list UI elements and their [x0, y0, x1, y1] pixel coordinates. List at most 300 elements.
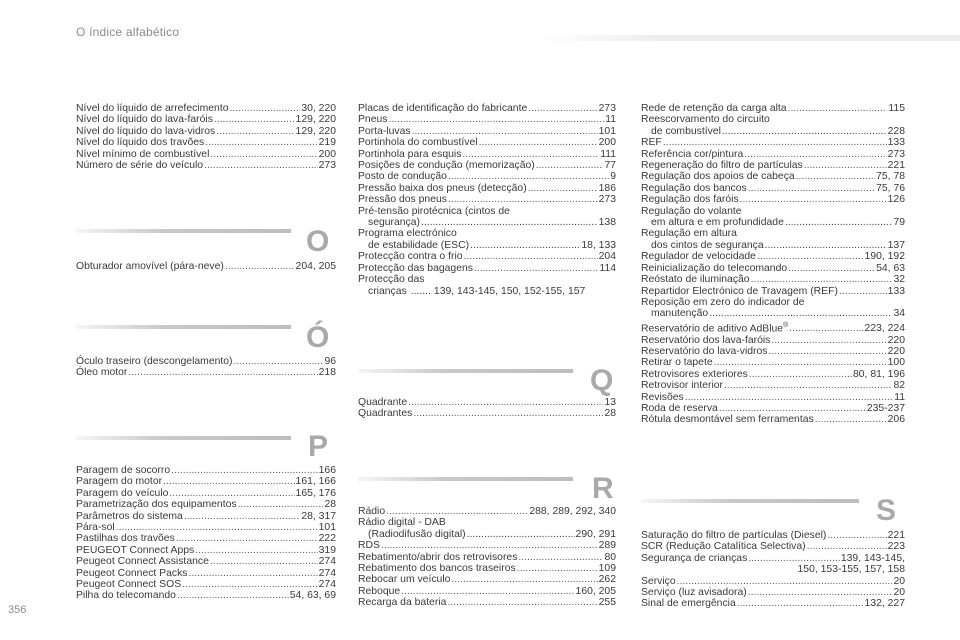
dot-leader [408, 397, 603, 408]
dot-leader [528, 103, 597, 114]
index-entry [358, 114, 616, 125]
entry-term: Quadrantes [358, 408, 413, 420]
entry-pages: 221 [887, 530, 905, 541]
entry-term: Quadrante [358, 397, 408, 408]
entry-term: Pressão baixa dos pneus (detecção) [358, 182, 527, 194]
index-entry [641, 137, 905, 148]
entry-term: Paragem de socorro [76, 465, 171, 476]
index-entry [641, 357, 905, 368]
dot-leader [757, 251, 864, 262]
index-group-o-acute [76, 356, 336, 379]
entry-pages: 273 [598, 194, 616, 206]
entry-pages: 101 [318, 522, 336, 534]
dot-leader [388, 114, 604, 125]
entry-pages: 220 [887, 346, 905, 357]
entry-pages: 255 [598, 597, 616, 609]
entry-pages: 166 [318, 465, 336, 476]
dot-leader [210, 556, 318, 567]
entry-pages: 235-237 [866, 403, 905, 415]
entry-pages: 126 [887, 194, 905, 206]
entry-term: Pára-sol [76, 522, 115, 534]
entry-pages: 262 [598, 574, 616, 586]
entry-term: Peugeot Connect Assistance [76, 556, 209, 568]
entry-continuation: (Radiodifusão digital) ..... 290, 291 [358, 529, 616, 540]
index-entry [641, 335, 905, 346]
entry-term: PEUGEOT Connect Apps [76, 544, 195, 556]
entry-pages: 274 [318, 567, 336, 579]
dot-leader [518, 552, 603, 563]
entry-pages: 204 [598, 251, 616, 263]
entry-pages: 77 [604, 160, 616, 172]
page-number: 356 [8, 604, 27, 616]
dot-leader [128, 367, 317, 378]
section-divider-s [641, 499, 899, 503]
entry-term: Peugeot Connect SOS [76, 579, 182, 591]
entry-pages: 204, 205 [295, 261, 336, 272]
index-entry: Reservatório de aditivo AdBlue® ..... 223, 224 [641, 320, 905, 335]
index-group-r [358, 506, 616, 609]
index-entry [76, 568, 336, 579]
index-entry [76, 367, 336, 378]
dot-leader [238, 499, 324, 510]
entry-term: REF [641, 137, 662, 149]
dot-leader [517, 563, 598, 574]
dot-leader [724, 380, 892, 391]
dot-leader [447, 597, 597, 608]
index-entry [76, 149, 336, 160]
dot-leader [205, 137, 317, 148]
index-entry [641, 414, 905, 425]
index-entry [641, 392, 905, 403]
entry-term: Pressão dos pneus [358, 194, 447, 206]
index-entry [641, 160, 905, 171]
entry-pages: 319 [318, 544, 336, 556]
entry-term: Portinhola para esquis [358, 148, 462, 160]
entry-heading: Regulação do volante [641, 205, 742, 217]
entry-pages: 206 [887, 414, 905, 426]
index-entry [76, 488, 336, 499]
entry-pages: 30, 220 [301, 103, 336, 114]
index-entry [358, 149, 616, 160]
entry-term: Obturador amovível (pára-neve) [76, 261, 224, 272]
entry-pages: 223 [887, 541, 905, 553]
section-letter-o: O [306, 225, 330, 258]
entry-term: Revisões [641, 391, 684, 403]
index-entry [641, 369, 905, 380]
entry-continuation: 150, 153-155, 157, 158 [797, 564, 905, 576]
dot-leader [216, 126, 294, 137]
dot-leader [214, 114, 295, 125]
entry-term: Saturação do filtro de partículas (Diesel) [641, 530, 827, 541]
index-entry [76, 476, 336, 487]
entry-pages: 54, 63, 69 [289, 590, 336, 602]
index-entry [76, 465, 336, 476]
section-divider-p [76, 436, 331, 440]
section-divider-q [358, 369, 613, 373]
dot-leader [528, 183, 598, 194]
entry-heading: Programa electrónico [358, 228, 457, 240]
header-rule [540, 35, 960, 41]
dot-leader [771, 335, 886, 346]
entry-term: Reservatório do lava-vidros [641, 346, 768, 357]
index-entry [76, 533, 336, 544]
entry-term: Reóstato de iluminação [641, 274, 750, 286]
entry-pages: 20 [893, 575, 905, 587]
entry-term: Rótula desmontável sem ferramentas [641, 414, 814, 426]
index-entry [641, 587, 905, 598]
entry-pages: 96 [324, 356, 336, 367]
entry-pages: 109 [598, 563, 616, 575]
dot-leader [479, 137, 598, 148]
entry-pages: 219 [318, 137, 336, 149]
dot-leader [225, 261, 295, 272]
entry-term: Parametrização dos equipamentos [76, 499, 237, 511]
index-entry [641, 263, 905, 274]
index-entry [641, 274, 905, 285]
dot-leader [451, 574, 597, 585]
dot-leader [839, 286, 887, 297]
index-entry [641, 286, 905, 297]
entry-term: Posto de condução [358, 171, 447, 183]
entry-term: Rebocar um veículo [358, 574, 451, 586]
entry-term: Nível do líquido dos travões [76, 137, 205, 149]
dot-leader [413, 408, 603, 419]
index-entry [76, 160, 336, 171]
entry-term: Paragem do veículo [76, 487, 169, 499]
dot-leader [381, 540, 598, 551]
index-entry [76, 579, 336, 590]
entry-term: Peugeot Connect Packs [76, 567, 188, 579]
dot-leader [412, 126, 598, 137]
entry-pages: 186 [598, 182, 616, 194]
entry-term: Recarga da bateria [358, 597, 447, 609]
section-letter-p: P [308, 430, 329, 463]
entry-pages: 160, 205 [575, 585, 616, 597]
entry-term: Óculo traseiro (descongelamento) [76, 356, 233, 367]
section-letter-r: R [592, 472, 614, 505]
index-entry [641, 541, 905, 552]
entry-pages: 13 [604, 397, 616, 408]
dot-leader [677, 576, 893, 587]
index-entry [358, 160, 616, 171]
entry-pages: 114 [599, 262, 616, 274]
index-group-s [641, 530, 905, 610]
dot-leader [748, 587, 893, 598]
index-group-n [76, 103, 336, 171]
entry-continuation: de estabilidade (ESC) ..... 18, 133 [358, 240, 616, 251]
entry-pages: 111 [600, 148, 616, 160]
dot-leader [807, 541, 887, 552]
entry-term: Reboque [358, 585, 401, 597]
entry-pages: 75, 76 [876, 182, 905, 194]
entry-pages: 133 [887, 285, 905, 297]
index-entry [76, 499, 336, 510]
entry-term: Retirar o tapete [641, 357, 713, 369]
index-group-p [76, 465, 336, 602]
entry-term: Segurança de crianças [641, 552, 748, 564]
entry-pages: 273 [318, 160, 336, 172]
dot-leader [748, 553, 840, 564]
dot-leader [401, 586, 574, 597]
dot-leader [714, 357, 887, 368]
entry-pages: 82 [893, 380, 905, 392]
entry-term: SCR (Redução Catalítica Selectiva) [641, 541, 806, 553]
dot-leader [448, 171, 609, 182]
entry-pages: 132, 227 [864, 598, 905, 610]
dot-leader [815, 414, 887, 425]
entry-term: Serviço [641, 575, 676, 587]
index-entry [358, 126, 616, 137]
entry-term: Posições de condução (memorização) [358, 160, 535, 172]
index-entry [641, 194, 905, 205]
index-entry [76, 126, 336, 137]
entry-term: Pastilhas dos travões [76, 533, 175, 545]
index-entry [641, 183, 905, 194]
dot-leader [171, 465, 318, 476]
entry-term: Parâmetros do sistema [76, 510, 183, 522]
entry-pages: 75, 78 [876, 171, 905, 183]
index-entry [76, 103, 336, 114]
entry-pages: 11 [605, 114, 616, 126]
section-letter-s: S [876, 494, 897, 527]
entry-term: Rebatimento/abrir dos retrovisores [358, 551, 518, 563]
entry-pages: 222 [318, 533, 336, 545]
index-group-o [76, 261, 336, 272]
entry-pages: 289 [598, 540, 616, 552]
entry-pages: 20 [893, 587, 905, 599]
index-entry [76, 356, 336, 367]
index-entry [358, 251, 616, 262]
entry-term: Regulação dos apoios de cabeça [641, 171, 795, 183]
entry-term: Nível do líquido do lava-vidros [76, 125, 216, 137]
index-entry [641, 149, 905, 160]
dot-leader [462, 149, 599, 160]
entry-pages: 100 [887, 357, 905, 369]
entry-pages: 28 [324, 499, 336, 511]
entry-pages: 200 [318, 148, 336, 160]
entry-term: Regulador de velocidade [641, 251, 756, 263]
index-entry [76, 556, 336, 567]
index-entry [76, 511, 336, 522]
index-entry [641, 251, 905, 262]
section-divider-o-acute [76, 325, 331, 329]
index-entry: Rede de retenção da carga alta ..... 115 [641, 103, 905, 114]
index-group-r-continued [641, 103, 905, 426]
entry-term: Referência cor/pintura [641, 148, 744, 160]
section-divider-r [358, 477, 613, 481]
entry-pages: 129, 220 [295, 125, 336, 137]
dot-leader [204, 160, 318, 171]
entry-continuation: de combustível ..... 228 [641, 126, 905, 137]
entry-pages: 165, 176 [295, 487, 336, 499]
dot-leader [737, 598, 864, 609]
entry-pages: 161, 166 [295, 476, 336, 488]
index-entry [76, 545, 336, 556]
entry-term: Repartidor Electrónico de Travagem (REF) [641, 285, 838, 297]
entry-term: Protecção das bagagens [358, 262, 473, 274]
dot-leader [749, 369, 852, 380]
dot-leader [448, 194, 598, 205]
dot-leader [744, 149, 886, 160]
page-header-title: O índice alfabético [76, 25, 180, 39]
index-entry [358, 563, 616, 574]
index-entry [641, 171, 905, 182]
index-entry [641, 576, 905, 587]
index-group-p-continued [358, 103, 616, 297]
dot-leader [169, 488, 294, 499]
entry-pages: 139, 143-145, [840, 552, 905, 564]
entry-term: Sinal de emergência [641, 598, 736, 610]
index-group-q [358, 397, 616, 420]
entry-pages: 101 [598, 125, 616, 137]
dot-leader [195, 545, 317, 556]
section-letter-o-acute: Ó [306, 321, 330, 354]
dot-leader [464, 251, 598, 262]
dot-leader [234, 356, 324, 367]
entry-continuation: em altura e em profundidade ..... 79 [641, 217, 905, 228]
index-entry [358, 263, 616, 274]
index-entry [76, 522, 336, 533]
dot-leader [804, 160, 887, 171]
entry-term: Serviço (luz avisadora) [641, 587, 747, 599]
entry-pages: 11 [894, 391, 905, 403]
entry-term: Nível mínimo de combustível [76, 148, 210, 160]
index-entry [358, 552, 616, 563]
entry-continuation: segurança) ..... 138 [358, 217, 616, 228]
entry-heading: Reposição em zero do indicador de [641, 296, 805, 308]
index-entry [358, 183, 616, 194]
dot-leader [188, 568, 317, 579]
index-entry [358, 103, 616, 114]
entry-term: Regulação dos bancos [641, 182, 747, 194]
entry-term: Retrovisores exteriores [641, 368, 748, 380]
index-entry [358, 137, 616, 148]
dot-leader [177, 590, 289, 601]
entry-heading: Reescorvamento do circuito [641, 114, 770, 126]
entry-pages: 80, 81, 196 [853, 368, 905, 380]
entry-term: Nível do líquido de arrefecimento [76, 103, 229, 114]
dot-leader [740, 194, 887, 205]
entry-pages: 133 [887, 137, 905, 149]
index-entry [641, 598, 905, 609]
index-entry [358, 574, 616, 585]
dot-leader [751, 274, 893, 285]
entry-pages: 32 [893, 274, 905, 286]
index-entry: Rádio ..... 288, 289, 292, 340 [358, 506, 616, 517]
entry-heading: Regulação em altura [641, 228, 737, 240]
entry-pages: 129, 220 [295, 114, 336, 126]
index-entry [641, 403, 905, 414]
entry-continuation: crianças ....... 139, 143-145, 150, 152-155, 157 [368, 285, 586, 297]
entry-term: Pilha do telecomando [76, 590, 176, 602]
dot-leader [536, 160, 604, 171]
entry-pages: 190, 192 [864, 251, 905, 263]
entry-term: Reinicialização do telecomando [641, 262, 788, 274]
dot-leader [827, 530, 886, 541]
dot-leader [184, 511, 300, 522]
entry-term: RDS [358, 540, 380, 552]
dot-leader [163, 476, 294, 487]
entry-term: Retrovisor interior [641, 380, 723, 392]
entry-term: Número de série do veículo [76, 160, 204, 172]
entry-term: Placas de identificação do fabricante [358, 103, 528, 114]
index-entry [358, 408, 616, 419]
entry-term: Porta-luvas [358, 125, 411, 137]
dot-leader [685, 392, 893, 403]
entry-continuation: dos cintos de segurança ..... 137 [641, 240, 905, 251]
index-entry [358, 540, 616, 551]
dot-leader [176, 533, 318, 544]
entry-term: Regulação dos faróis [641, 194, 739, 206]
entry-pages: 28, 317 [301, 510, 336, 522]
dot-leader [210, 149, 317, 160]
entry-pages: 200 [598, 137, 616, 149]
entry-term: Roda de reserva [641, 403, 718, 415]
entry-heading: Protecção das [358, 274, 425, 286]
entry-term: Nível do líquido do lava-faróis [76, 114, 213, 126]
entry-pages: 80 [604, 551, 616, 563]
entry-pages: 221 [887, 160, 905, 172]
index-entry [358, 586, 616, 597]
index-entry [358, 171, 616, 182]
entry-pages: 54, 63 [876, 262, 905, 274]
entry-pages: 274 [318, 556, 336, 568]
entry-pages: 9 [610, 171, 616, 183]
index-entry [641, 346, 905, 357]
entry-term: Reservatório dos lava-faróis [641, 334, 771, 346]
index-entry [76, 590, 336, 601]
dot-leader [116, 522, 318, 533]
entry-continuation: manutenção ..... 34 [641, 308, 905, 319]
index-entry [358, 597, 616, 608]
index-entry [641, 553, 905, 564]
entry-pages: 273 [598, 103, 616, 114]
index-entry [76, 114, 336, 125]
dot-leader [719, 403, 866, 414]
section-divider-o [76, 229, 331, 233]
dot-leader [768, 346, 886, 357]
index-entry [76, 261, 336, 272]
index-entry [358, 397, 616, 408]
section-letter-q: Q [590, 364, 614, 397]
entry-pages: 28 [604, 408, 616, 420]
entry-term: Óleo motor [76, 367, 128, 379]
entry-term: Regeneração do filtro de partículas [641, 160, 803, 172]
dot-leader [796, 171, 875, 182]
dot-leader [229, 103, 300, 114]
entry-pages: 220 [887, 334, 905, 346]
dot-leader [663, 137, 887, 148]
entry-term: Paragem do motor [76, 476, 163, 488]
entry-pages: 274 [318, 579, 336, 591]
entry-term: Protecção contra o frio [358, 251, 463, 263]
dot-leader [182, 579, 318, 590]
entry-pages: 218 [318, 367, 336, 379]
dot-leader [474, 263, 598, 274]
entry-pages: 273 [887, 148, 905, 160]
entry-term: Pneus [358, 114, 388, 126]
index-entry [358, 194, 616, 205]
entry-term: Rebatimento dos bancos traseiros [358, 563, 516, 575]
dot-leader [748, 183, 875, 194]
index-entry [641, 380, 905, 391]
entry-heading: Rádio digital - DAB [358, 517, 446, 529]
entry-term: Portinhola do combustível [358, 137, 478, 149]
index-entry [76, 137, 336, 148]
entry-heading: Pré-tensão pirotécnica (cintos de [358, 205, 510, 217]
dot-leader [788, 263, 875, 274]
index-entry [641, 530, 905, 541]
